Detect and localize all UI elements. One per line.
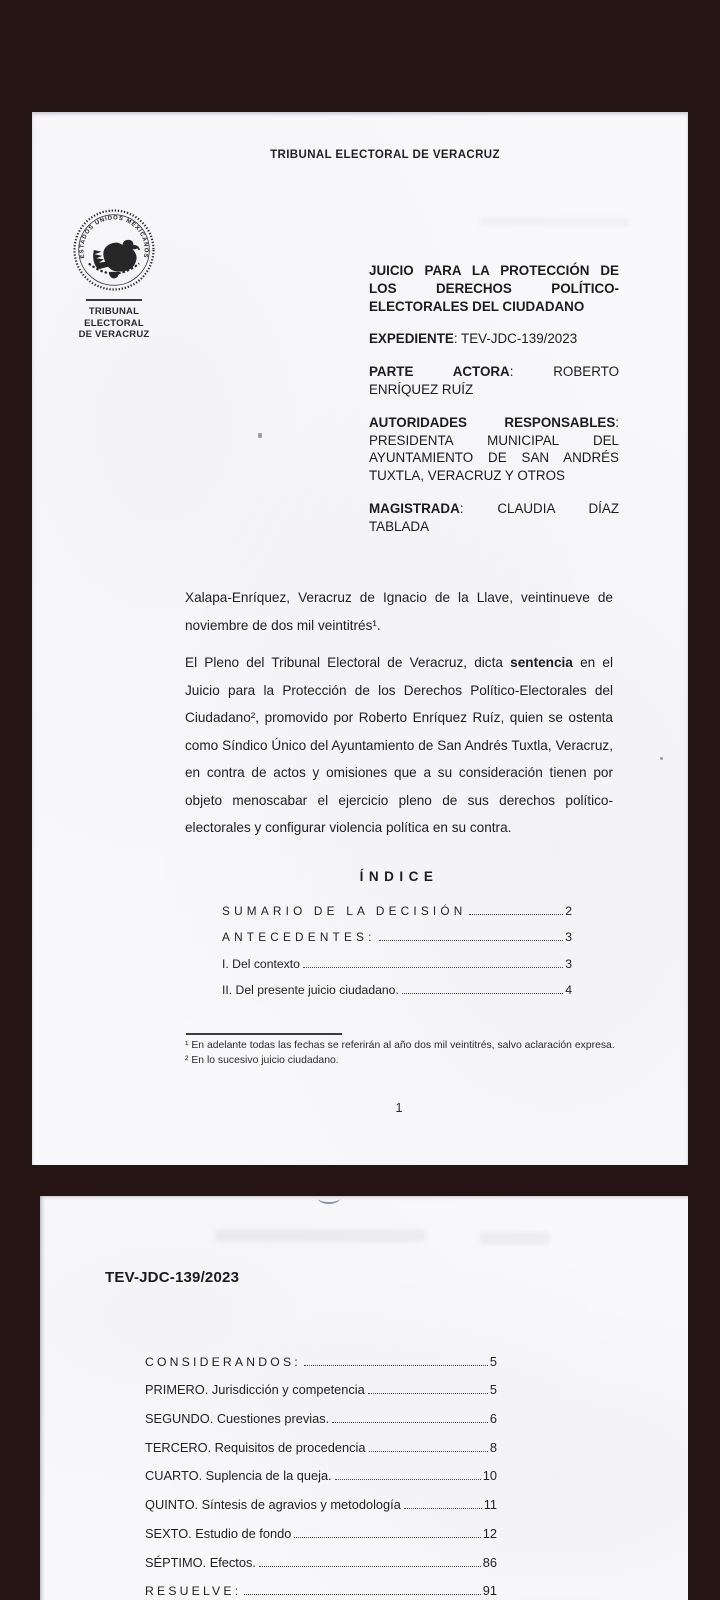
toc-entry-label: II. Del presente juicio ciudadano. (222, 983, 399, 998)
toc-entry-page: 6 (489, 1411, 497, 1427)
footnote-2: ² En lo sucesivo juicio ciudadano. (185, 1054, 339, 1066)
toc-entry-page: 4 (565, 983, 572, 998)
footnotes (185, 1039, 615, 1068)
dateline-paragraph: Xalapa-Enríquez, Veracruz de Ignacio de la Llave, veintinueve de noviembre de dos mil veintitrés¹. (185, 590, 613, 633)
case-info-block (369, 262, 619, 551)
toc-entry-page: 91 (482, 1583, 497, 1599)
toc-dot-leader (259, 1566, 481, 1567)
toc-entry-label: QUINTO. Síntesis de agravios y metodología (145, 1497, 401, 1513)
toc-entry (145, 1397, 497, 1426)
toc-dot-leader (369, 1451, 488, 1452)
toc-dot-leader (294, 1537, 480, 1538)
toc-entry (222, 891, 572, 918)
scan-artifact (318, 1193, 340, 1204)
scan-artifact (660, 757, 663, 760)
toc-entry-label: I. Del contexto (222, 956, 300, 971)
eagle-emblem (89, 240, 139, 279)
footnote-1: ¹ En adelante todas las fechas se referirán al año dos mil veintitrés, salvo aclaración expresa. (185, 1040, 615, 1051)
toc-entry-label: SÉPTIMO. Efectos. (145, 1554, 256, 1570)
toc-entry-page: 5 (489, 1353, 497, 1369)
toc-dot-leader (332, 1422, 488, 1423)
index-title: ÍNDICE (359, 869, 439, 884)
toc-entry-label: SEXTO. Estudio de fondo (145, 1525, 292, 1541)
toc-entry-label: RESUELVE: (145, 1584, 242, 1599)
national-seal-icon (72, 208, 156, 292)
document-page-2 (40, 1196, 688, 1600)
footnote-separator (186, 1033, 342, 1035)
toc-entry-label: SEGUNDO. Cuestiones previas. (145, 1411, 330, 1427)
toc-entry-page: 8 (489, 1439, 497, 1455)
toc-entry (145, 1483, 497, 1512)
page-number: 1 (395, 1101, 403, 1115)
toc-entry (145, 1455, 497, 1484)
table-of-contents-page2 (145, 1340, 497, 1598)
seal-caption-line1: TRIBUNAL ELECTORAL (84, 306, 144, 329)
case-docket: EXPEDIENTE: TEV-JDC-139/2023 (369, 331, 578, 347)
toc-dot-leader (379, 940, 564, 941)
seal-divider (86, 299, 142, 301)
scan-artifact (258, 433, 262, 438)
court-name-header: TRIBUNAL ELECTORAL DE VERACRUZ (270, 149, 500, 161)
svg-text:ESTADOS UNIDOS MEXICANOS: ESTADOS UNIDOS MEXICANOS (79, 215, 149, 259)
toc-entry (222, 918, 572, 945)
docket-header: TEV-JDC-139/2023 (105, 1269, 240, 1286)
scan-artifact (480, 1232, 550, 1245)
toc-entry-page: 5 (489, 1382, 497, 1398)
toc-dot-leader (335, 1479, 481, 1480)
table-of-contents-page1 (222, 891, 572, 997)
toc-entry-label: CONSIDERANDOS: (145, 1354, 301, 1369)
toc-entry-page: 3 (565, 930, 572, 945)
toc-dot-leader (304, 1365, 488, 1366)
ruling-paragraph: El Pleno del Tribunal Electoral de Veracruz, dicta sentencia en el Juicio para la Protección de los Derechos Político-Electorales del Ciudadano², promovido por Roberto Enríquez Ruíz, quien se ostenta como Síndico Único del Ayuntamiento de San Andrés Tuxtla, Veracruz, en contra de actos y omisiones que a su consideración tienen por objeto menoscabar el ejercicio pleno de sus derechos político-electorales y configurar violencia política en su contra. (185, 655, 613, 835)
case-type: JUICIO PARA LA PROTECCIÓN DE LOS DERECHOS POLÍTICO-ELECTORALES DEL CIUDADANO (369, 263, 619, 314)
toc-entry (145, 1512, 497, 1541)
scan-artifact (480, 218, 630, 226)
toc-entry (145, 1426, 497, 1455)
toc-entry-label: TERCERO. Requisitos de procedencia (145, 1439, 366, 1455)
toc-entry (145, 1570, 497, 1599)
toc-entry (222, 971, 572, 998)
toc-entry (222, 944, 572, 971)
toc-dot-leader (404, 1508, 482, 1509)
scan-artifact (215, 1229, 425, 1242)
toc-entry-page: 12 (482, 1525, 497, 1541)
toc-entry (145, 1340, 497, 1369)
case-responsible-authorities: AUTORIDADES RESPONSABLES: PRESIDENTA MUNICIPAL DEL AYUNTAMIENTO DE SAN ANDRÉS TUXTLA, VERACRUZ Y OTROS (369, 414, 619, 484)
case-plaintiff: PARTE ACTORA: ROBERTO ENRÍQUEZ RUÍZ (369, 364, 619, 397)
toc-entry-page: 2 (565, 903, 572, 918)
toc-dot-leader (368, 1393, 488, 1394)
toc-dot-leader (469, 914, 563, 915)
toc-entry-page: 86 (482, 1554, 497, 1570)
toc-entry (145, 1541, 497, 1570)
toc-entry-label: PRIMERO. Jurisdicción y competencia (145, 1382, 365, 1398)
toc-entry-label: CUARTO. Suplencia de la queja. (145, 1468, 332, 1484)
toc-dot-leader (303, 967, 563, 968)
national-seal-block (58, 208, 170, 341)
toc-dot-leader (244, 1594, 480, 1595)
toc-entry-page: 10 (482, 1468, 497, 1484)
document-page-1 (32, 112, 688, 1165)
toc-dot-leader (402, 993, 563, 994)
toc-entry-page: 11 (483, 1497, 497, 1513)
toc-entry-label: SUMARIO DE LA DECISIÓN (222, 903, 467, 918)
case-magistrate: MAGISTRADA: CLAUDIA DÍAZ TABLADA (369, 500, 619, 534)
toc-entry-page: 3 (565, 956, 572, 971)
seal-caption-line2: DE VERACRUZ (78, 329, 150, 340)
toc-entry (145, 1369, 497, 1398)
toc-entry-label: ANTECEDENTES: (222, 930, 376, 945)
